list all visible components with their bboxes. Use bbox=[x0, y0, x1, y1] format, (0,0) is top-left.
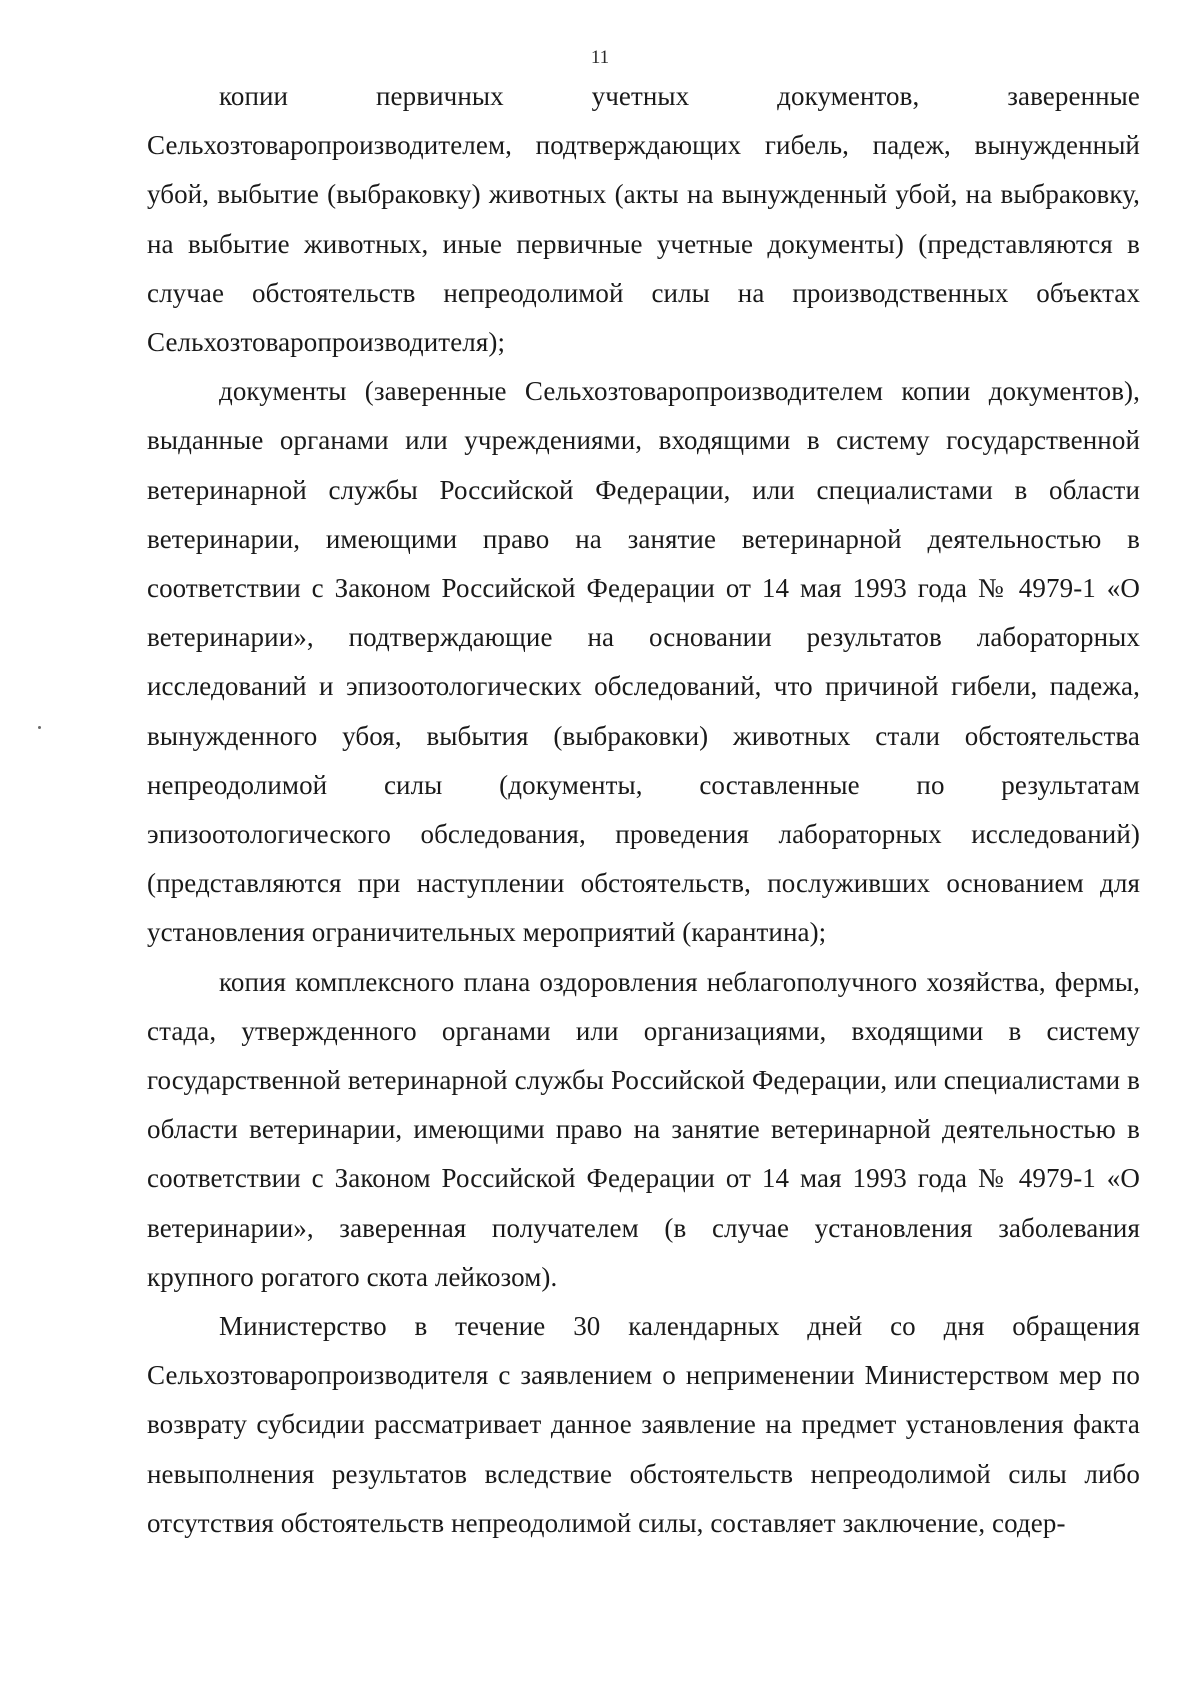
document-body bbox=[147, 72, 1140, 1548]
paragraph-primary-documents: копии первичных учетных документов, заверенные Сельхозтоваропроизводителем, подтверждающих гибель, падеж, вынужденный убой, выбытие (выбраковку) животных (акты на вынужденный убой, на выбраковку, на выбытие животных, иные первичные учетные документы) (представляются в случае обстоятельств непреодолимой силы на производственных объектах Сельхозтоваропроизводителя); bbox=[147, 81, 1140, 358]
paragraph-recovery-plan: копия комплексного плана оздоровления неблагополучного хозяйства, фермы, стада, утвержденного органами или организациями, входящими в систему государственной ветеринарной службы Российской Федерации, или специалистами в области ветеринарии, имеющими право на занятие ветеринарной деятельностью в соответствии с Законом Российской Федерации от 14 мая 1993 года № 4979-1 «О ветеринарии», заверенная получателем (в случае установления заболевания крупного рогатого скота лейкозом). bbox=[147, 966, 1140, 1292]
paragraph-veterinary-documents: документы (заверенные Сельхозтоваропроизводителем копии документов), выданные органами или учреждениями, входящими в систему государственной ветеринарной службы Российской Федерации, или специалистами в области ветеринарии, имеющими право на занятие ветеринарной деятельностью в соответствии с Законом Российской Федерации от 14 мая 1993 года № 4979-1 «О ветеринарии», подтверждающие на основании результатов лабораторных исследований и эпизоотологических обследований, что причиной гибели, падежа, вынужденного убоя, выбытия (выбраковки) животных стали обстоятельства непреодолимой силы (документы, составленные по результатам эпизоотологического обследования, проведения лабораторных исследований) (представляются при наступлении обстоятельств, послуживших основанием для установления ограничительных мероприятий (карантина); bbox=[147, 376, 1140, 948]
scan-speck bbox=[38, 726, 41, 729]
paragraph-ministry-review: Министерство в течение 30 календарных дней со дня обращения Сельхозтоваропроизводителя с заявлением о неприменении Министерством мер по возврату субсидии рассматривает данное заявление на предмет установления факта невыполнения результатов вследствие обстоятельств непреодолимой силы либо отсутствия обстоятельств непреодолимой силы, составляет заключение, содер- bbox=[147, 1311, 1140, 1538]
page-number: 11 bbox=[590, 47, 610, 68]
